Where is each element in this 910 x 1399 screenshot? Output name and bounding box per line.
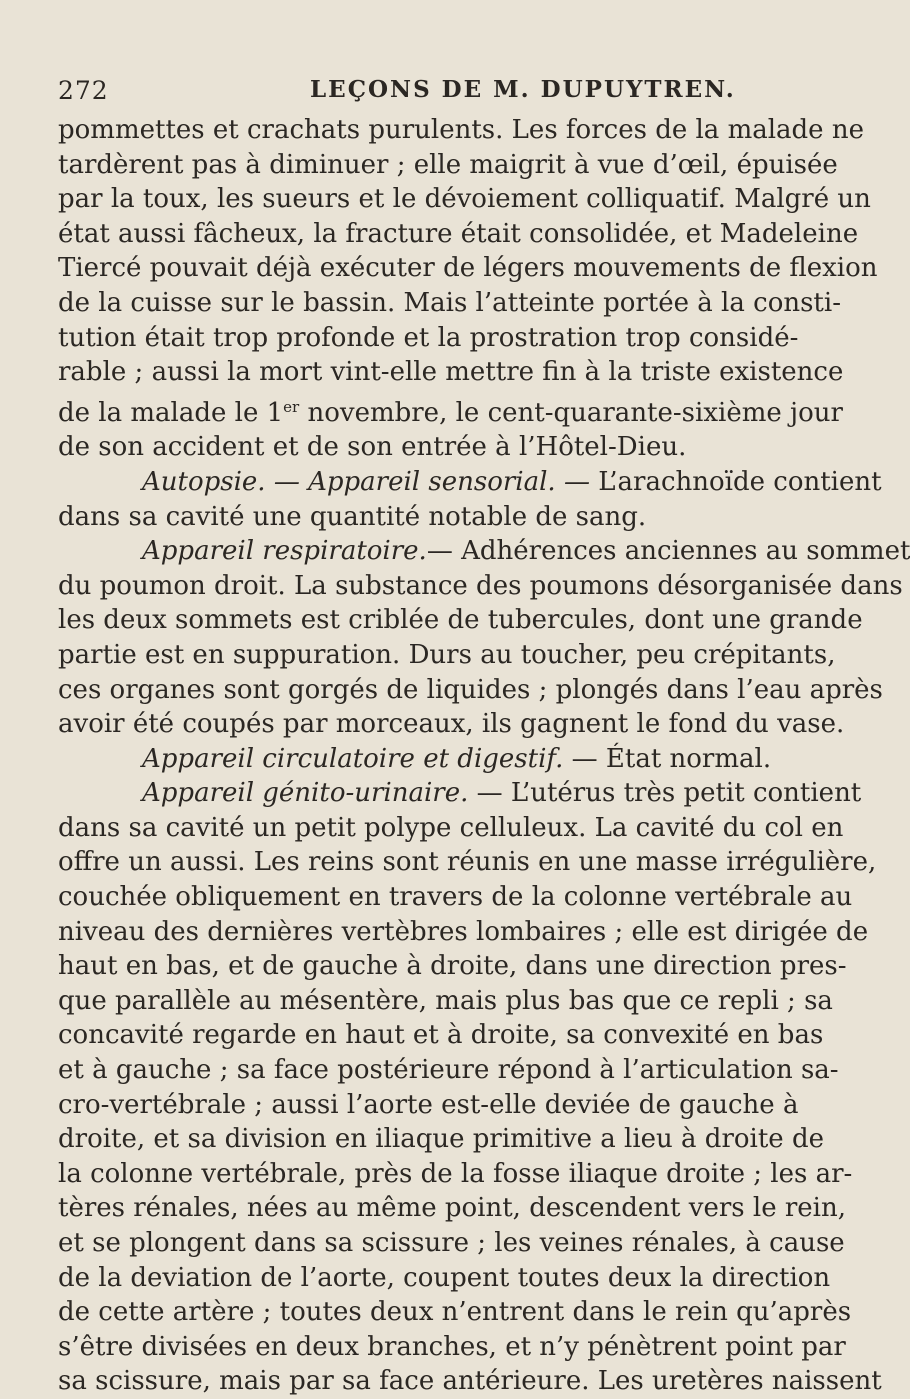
text-fragment: de la malade le 1: [58, 397, 284, 428]
text-line: la colonne vertébrale, près de la fosse iliaque droite ; les ar-: [58, 1158, 853, 1189]
italic-heading: Appareil respiratoire.: [142, 536, 427, 567]
text-line: et se plongent dans sa scissure ; les veines rénales, à cause: [58, 1228, 845, 1258]
text-line: ces organes sont gorgés de liquides ; plongés dans l’eau après: [58, 674, 883, 705]
text-fragment: novembre, le cent-quarante-sixième jour: [299, 397, 843, 428]
text-line: de la deviation de l’aorte, coupent toutes deux la direction: [58, 1262, 831, 1293]
text-fragment: L’arachnoïde contient: [589, 466, 882, 497]
text-line: offre un aussi. Les reins sont réunis en une masse irrégulière,: [58, 847, 877, 878]
body-text: [58, 113, 910, 1399]
text-line: par la toux, les sueurs et le dévoiement colliquatif. Malgré un: [58, 184, 871, 215]
text-line: tardèrent pas à diminuer ; elle maigrit à vue d’œil, épuisée: [58, 149, 838, 180]
text-line: dans sa cavité une quantité notable de sang.: [58, 501, 647, 532]
text-line: sa scissure, mais par sa face antérieure. Les uretères naissent: [58, 1366, 882, 1397]
text-line: niveau des dernières vertèbres lombaires ; elle est dirigée de: [58, 916, 869, 947]
section-circulatoire: [58, 742, 772, 777]
text-fragment: — État normal.: [563, 743, 772, 774]
text-line: droite, et sa division en iliaque primitive a lieu à droite de: [58, 1124, 824, 1155]
text-fragment: — L’utérus très petit contient: [468, 778, 862, 809]
text-line: de son accident et de son entrée à l’Hôtel-Dieu.: [58, 432, 687, 463]
page-header: [58, 76, 761, 110]
text-line: [58, 390, 843, 431]
text-line: du poumon droit. La substance des poumons désorganisée dans: [58, 570, 903, 601]
text-line: de cette artère ; toutes deux n’entrent dans le rein qu’après: [58, 1297, 852, 1328]
section-genito-urinaire: [58, 776, 862, 811]
text-line: de la cuisse sur le bassin. Mais l’atteinte portée à la consti-: [58, 287, 841, 318]
superscript: er: [283, 397, 300, 416]
page-number: 272: [58, 76, 109, 105]
section-respiratoire: [58, 534, 910, 569]
text-line: couchée obliquement en travers de la colonne vertébrale au: [58, 882, 853, 913]
text-line: cro-vertébrale ; aussi l’aorte est-elle deviée de gauche à: [58, 1089, 799, 1120]
italic-heading: Appareil circulatoire et digestif.: [142, 743, 564, 774]
text-line: s’être divisées en deux branches, et n’y pénètrent point par: [58, 1331, 846, 1362]
text-line: rable ; aussi la mort vint-elle mettre fin à la triste existence: [58, 357, 844, 388]
text-line: état aussi fâcheux, la fracture était consolidée, et Madeleine: [58, 218, 859, 249]
text-line: tution était trop profonde et la prostration trop considé-: [58, 322, 799, 353]
text-line: Tiercé pouvait déjà exécuter de légers mouvements de flexion: [58, 253, 878, 284]
section-autopsie: [58, 465, 882, 500]
text-line: concavité regarde en haut et à droite, sa convexité en bas: [58, 1020, 824, 1051]
text-line: que parallèle au mésentère, mais plus bas que ce repli ; sa: [58, 985, 833, 1016]
running-head: LEÇONS DE M. DUPUYTREN.: [310, 76, 736, 103]
text-line: haut en bas, et de gauche à droite, dans une direction pres-: [58, 951, 847, 982]
text-line: dans sa cavité un petit polype celluleux. La cavité du col en: [58, 812, 844, 843]
text-line: avoir été coupés par morceaux, ils gagnent le fond du vase.: [58, 709, 845, 740]
text-line: partie est en suppuration. Durs au toucher, peu crépitants,: [58, 639, 836, 670]
text-line: les deux sommets est criblée de tubercules, dont une grande: [58, 605, 863, 636]
italic-heading: Autopsie. — Appareil sensorial. —: [142, 466, 590, 497]
text-line: tères rénales, nées au même point, descendent vers le rein,: [58, 1193, 846, 1224]
text-fragment: — Adhérences anciennes au sommet: [426, 536, 910, 567]
text-line: pommettes et crachats purulents. Les forces de la malade ne: [58, 115, 864, 145]
italic-heading: Appareil génito-urinaire.: [142, 778, 469, 809]
text-line: et à gauche ; sa face postérieure répond à l’articulation sa-: [58, 1055, 839, 1086]
